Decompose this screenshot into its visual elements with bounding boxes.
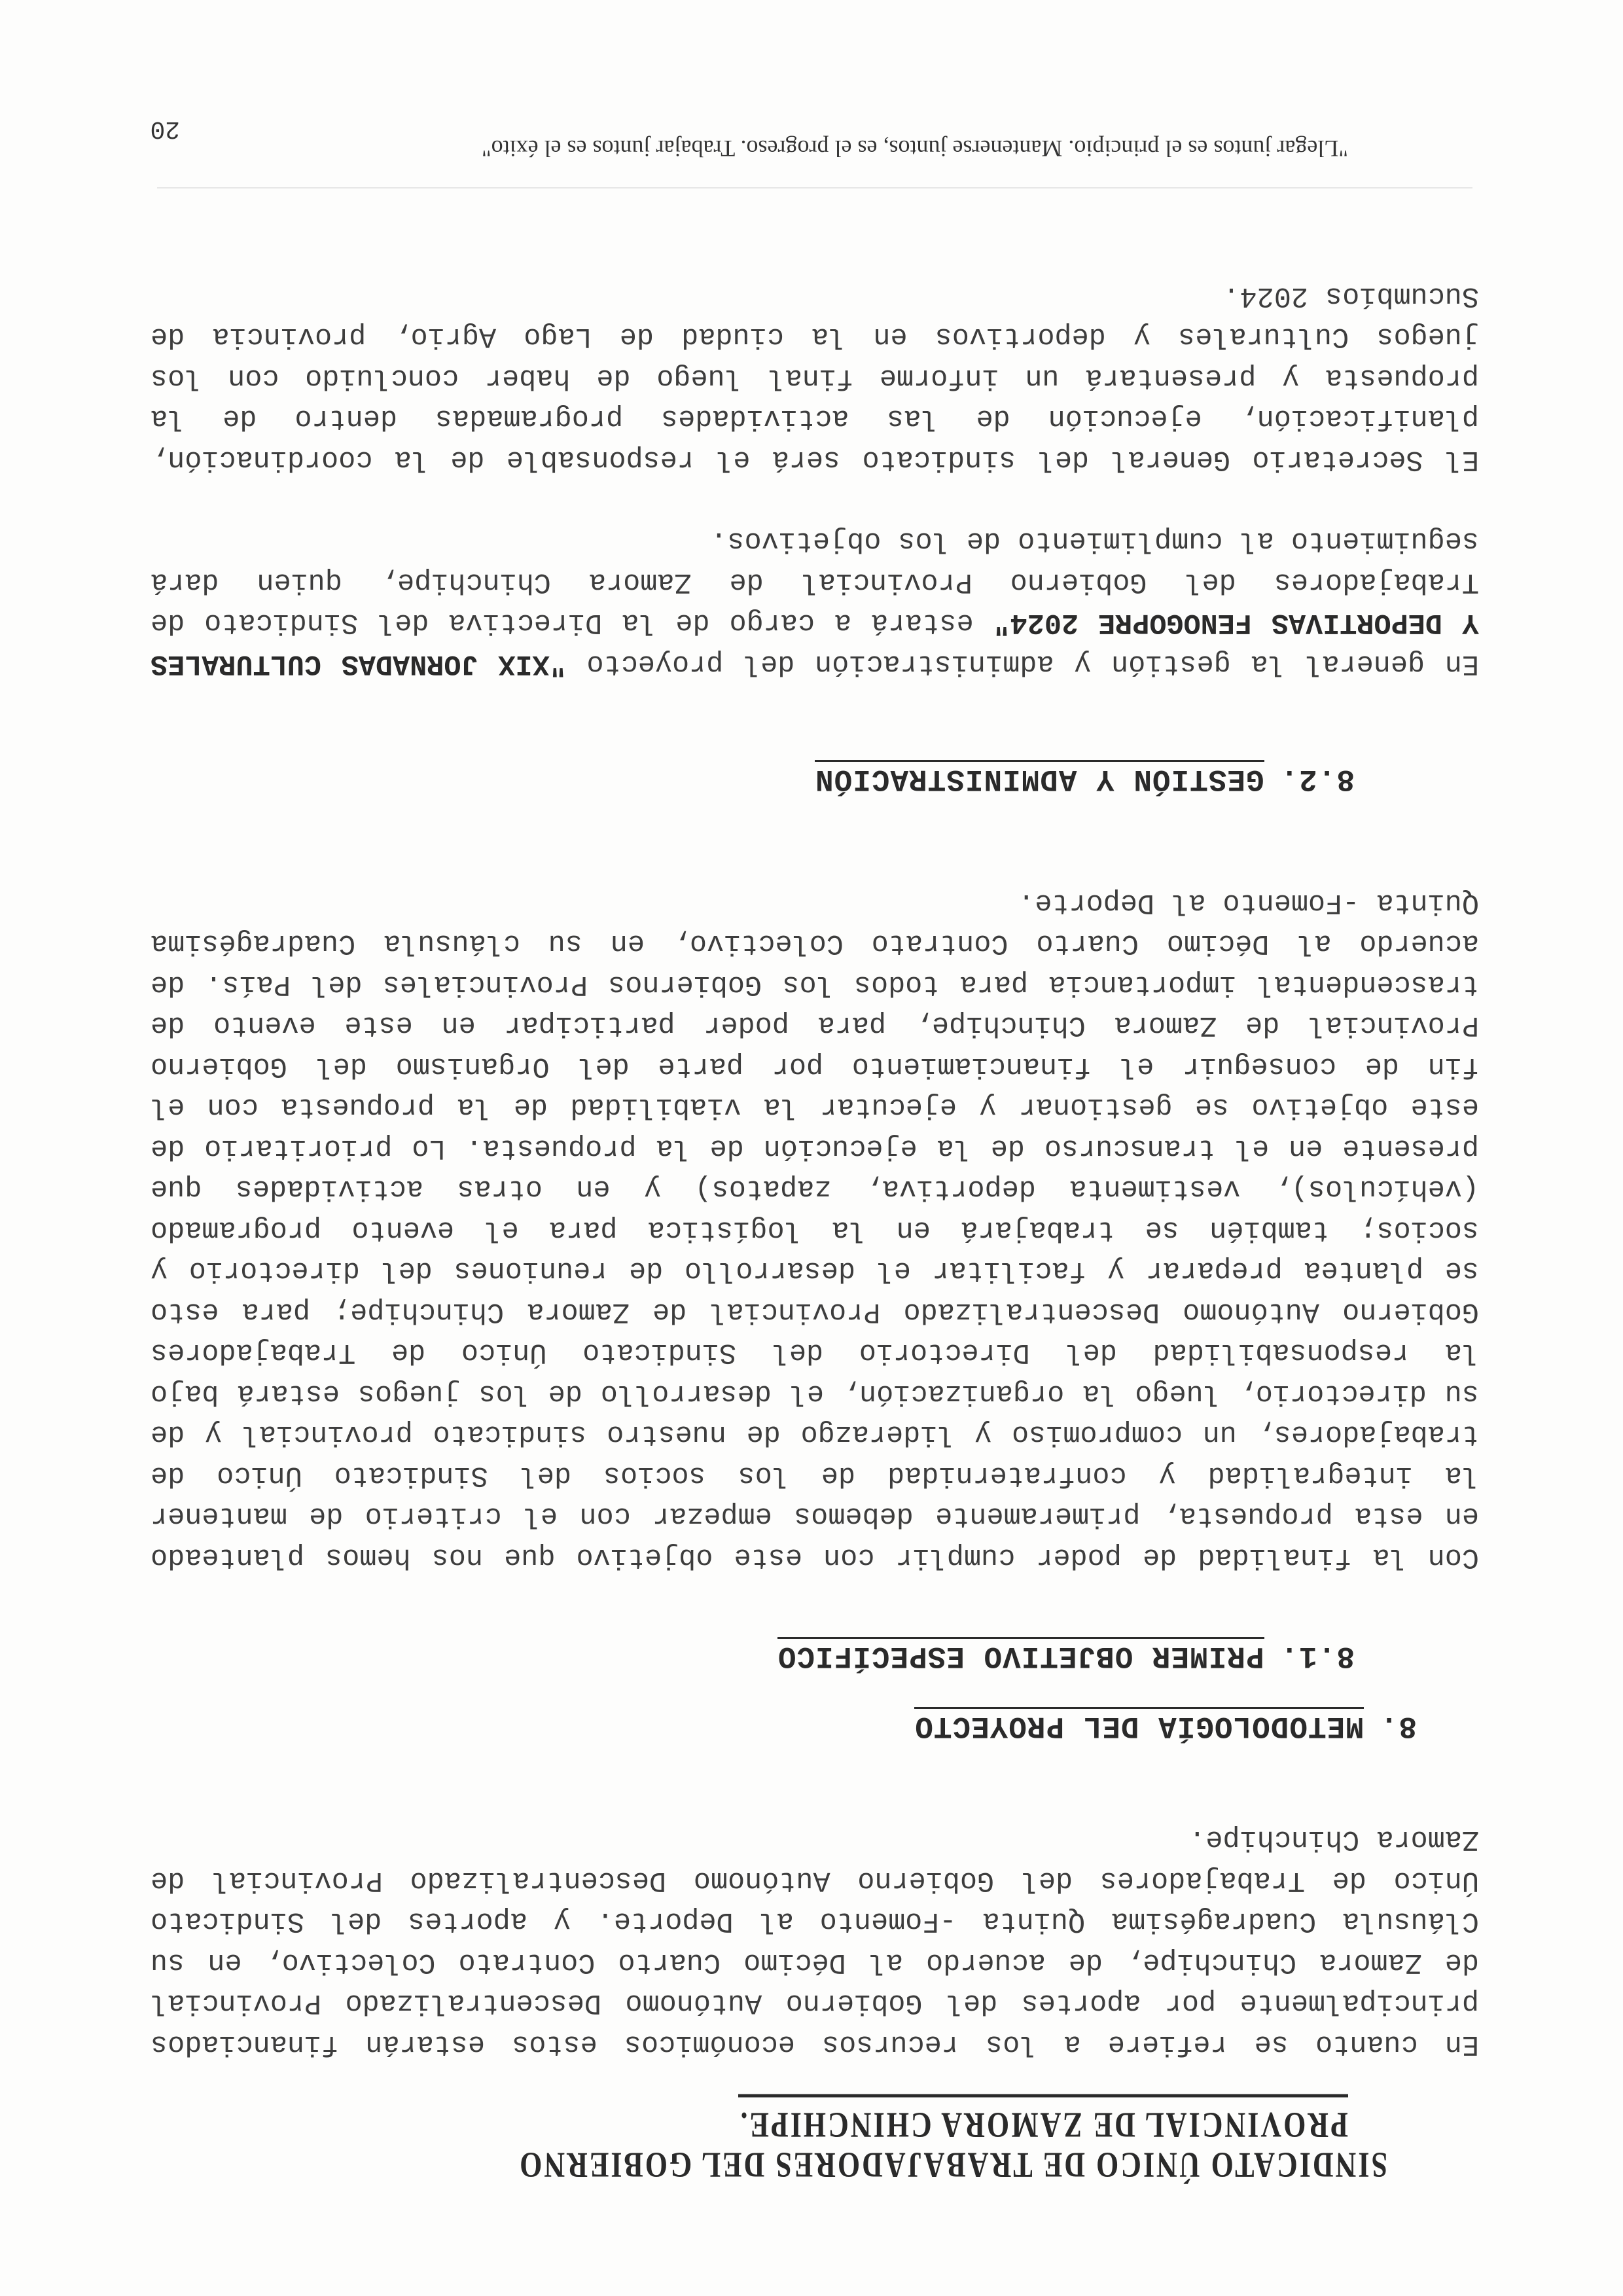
section-8-1-paragraph: Con la finalidad de poder cumplir con este objetivo que nos hemos planteado en esta propuesta, primeramente debemos empezar con el criterio de mantener la integralidad y confraternidad de los socios del Sindicato Único de trabajadores, un compromiso y liderazgo de nuestro sindicato provincial y de su directorio, luego la organización, el desarrollo de los juegos estará bajo la responsabilidad del Directorio del Sindicato Único de Trabajadores Gobierno Autónomo Descentralizado Provincial de Zamora Chinchipe; para esto se plantea preparar y facilitar el desarrollo de reuniones del directorio y socios; también se trabajará en la logística para el evento programado (vehículos), vestimenta deportiva, zapatos) y en otras actividades que presente en el transcurso de la ejecución de la propuesta. Lo prioritario de este objetivo se gestionar y ejecutar la viabilidad de la propuesta con el fin de conseguir el financiamiento por parte del Organismo del Gobierno Provincial de Zamora Chinchipe, para poder participar en este evento de trascendental importancia para todos los Gobiernos Provinciales del País. de acuerdo al Décimo Cuarto Contrato Colectivo, en su cláusula Cuadragésima Quinta -Fomento al Deporte. [151,886,1479,1573]
section-8-1-title: PRIMER OBJETIVO ESPECÍFICO [777,1638,1264,1674]
letterhead-line-2: PROVINCIAL DE ZAMORA CHINCHIPE. [738,2094,1348,2150]
section-8-2-paragraph-2: El Secretario General del sindicato será el responsable de la coordinación, planificación, ejecución de las actividades programadas dentro de la propuesta y presentará un informe final luego de haber concluido con los juegos Culturales y deportivos en la ciudad de Lago Agrio, provincia de Sucumbíos 2024. [151,279,1479,475]
section-8-title: METODOLOGÍA DEL PROYECTO [914,1707,1364,1743]
project-name: "XIX JORNADAS CULTURALES Y DEPORTIVAS FENOGOPRE 2024" [151,606,1479,679]
section-8-2-paragraph-1-start: En general la gestión y administración del proyecto [566,647,1479,679]
section-8-1-number: 8.1. [1279,1639,1355,1674]
page-number: 20 [150,115,180,143]
letterhead [157,2100,1387,2185]
section-8-2-heading [151,759,1355,800]
document-body [151,275,1479,2064]
intro-paragraph: En cuanto se refiere a los recursos económicos estos estarán financiados principalmente por aportes del Gobierno Autónomo Descentralizado Provincial de Zamora Chinchipe, de acuerdo al Décimo Cuarto Contrato Colectivo, en su Cláusula Cuadragésima Quinta -Fomento al Deporte. y aportes del Sindicato Único de Trabajadores del Gobierno Autónomo Descentralizado Provincial de Zamora Chinchipe. [151,1823,1479,2060]
section-8-heading [151,1706,1417,1747]
section-8-1-heading [151,1636,1355,1677]
section-8-2-paragraph-1-end: estará a cargo de la Directiva del Sindicato de Trabajadores del Gobierno Provincial de Zamora Chinchipe, quien dará seguimiento al cumplimiento de los objetivos. [151,524,1479,639]
section-8-2-title: GESTIÓN Y ADMINISTRACIÓN [815,761,1264,797]
page-footer [0,103,1623,162]
footer-rule [157,187,1472,188]
section-8-2-number: 8.2. [1279,762,1355,797]
footer-quote: "Llegar juntos es el principio. Mantenerse juntos, es el progreso. Trabajar juntos es el éxito" [481,135,1348,162]
letterhead-line-1: SINDICATO ÚNICO DE TRABAJADORES DEL GOBIERNO [518,2145,1387,2185]
section-8-number: 8. [1379,1709,1417,1743]
section-8-2-paragraph-1 [151,520,1479,683]
